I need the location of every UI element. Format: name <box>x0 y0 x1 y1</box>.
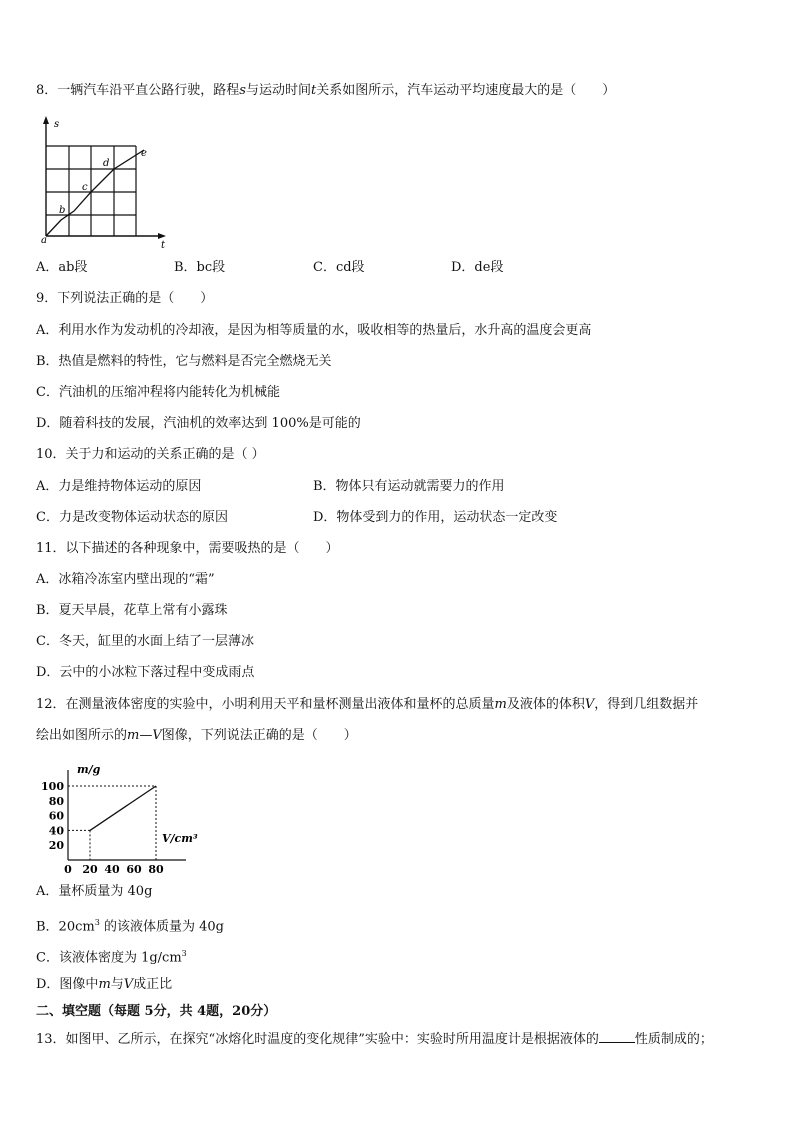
x-tick-label: 80 <box>148 863 164 876</box>
answer-blank[interactable] <box>599 1030 635 1043</box>
q9-option-b[interactable]: B．热值是燃料的特性，它与燃料是否完全燃烧无关 <box>36 354 332 369</box>
q11-option-c[interactable]: C．冬天，缸里的水面上结了一层薄冰 <box>36 634 254 649</box>
q8-st-graph <box>30 112 180 250</box>
x-tick-label: 60 <box>126 863 142 876</box>
q9-stem: 9．下列说法正确的是（ ） <box>36 291 214 306</box>
axis-s-label: s <box>54 119 60 130</box>
section-heading: 二、填空题（每题 5分，共 4题，20分） <box>36 1004 277 1019</box>
q12-option-b[interactable]: B．$20cm^3$ 的该液体质量为 40g <box>36 918 224 935</box>
q12-option-c[interactable]: C．该液体密度为 $1g/cm^3$ <box>36 949 187 966</box>
point-b-label: b <box>59 205 66 216</box>
point-d-label: d <box>103 158 110 169</box>
q8-option-b[interactable]: B．bc段 <box>174 260 226 275</box>
y-tick-label: 100 <box>41 780 64 793</box>
q8-stem: 8．一辆汽车沿平直公路行驶，路程s与运动时间t关系如图所示，汽车运动平均速度最大的是（ ） <box>36 83 616 98</box>
point-e-label: e <box>141 148 147 159</box>
q11-option-a[interactable]: A．冰箱冷冻室内壁出现的“霜” <box>36 572 215 587</box>
series-line <box>90 786 156 830</box>
t-axis-arrow <box>158 233 166 239</box>
q12-mv-chart <box>40 756 220 876</box>
q9-option-c[interactable]: C．汽油机的压缩冲程将内能转化为机械能 <box>36 385 280 400</box>
x-axis-label: V/cm³ <box>162 832 198 845</box>
st-line <box>46 150 144 236</box>
q12-option-d[interactable]: D．图像中m与V成正比 <box>36 977 173 992</box>
q8-option-c[interactable]: C．cd段 <box>313 260 365 275</box>
q12-stem-line2: 绘出如图所示的m—V图像，下列说法正确的是（ ） <box>36 728 357 743</box>
q12-option-a[interactable]: A．量杯质量为 40g <box>36 884 153 899</box>
q10-option-d[interactable]: D．物体受到力的作用，运动状态一定改变 <box>313 510 558 525</box>
point-a-label: a <box>41 235 47 246</box>
point-c-label: c <box>82 182 88 193</box>
q10-option-a[interactable]: A．力是维持物体运动的原因 <box>36 479 202 494</box>
q8-option-a[interactable]: A．ab段 <box>36 260 88 275</box>
q10-option-b[interactable]: B．物体只有运动就需要力的作用 <box>313 479 505 494</box>
y-tick-label: 80 <box>48 794 64 808</box>
q12-stem-line1: 12．在测量液体密度的实验中，小明利用天平和量杯测量出液体和量杯的总质量m及液体的体积V，得到几组数据并 <box>36 697 699 712</box>
y-axis-label: m/g <box>77 763 101 776</box>
x-tick-label: 40 <box>104 863 120 876</box>
q13-stem: 13．如图甲、乙所示，在探究“冰熔化时温度的变化规律”实验中：实验时所用温度计是根据液体的 性质制成的； <box>36 1032 713 1047</box>
q10-stem: 10．关于力和运动的关系正确的是（ ） <box>36 447 265 462</box>
q11-option-d[interactable]: D．云中的小冰粒下落过程中变成雨点 <box>36 665 255 680</box>
axis-t-label: t <box>161 240 166 250</box>
q9-option-a[interactable]: A．利用水作为发动机的冷却液，是因为相等质量的水，吸收相等的热量后，水升高的温度会更高 <box>36 323 592 338</box>
q10-option-c[interactable]: C．力是改变物体运动状态的原因 <box>36 510 228 525</box>
q8-option-d[interactable]: D．de段 <box>451 260 504 275</box>
x-tick-label: 20 <box>82 863 98 876</box>
q11-option-b[interactable]: B．夏天早晨，花草上常有小露珠 <box>36 603 228 618</box>
x-tick-label: 0 <box>64 863 72 876</box>
q11-stem: 11．以下描述的各种现象中，需要吸热的是（ ） <box>36 541 339 556</box>
s-axis-arrow <box>43 116 49 124</box>
y-tick-label: 20 <box>48 839 64 853</box>
q9-option-d[interactable]: D．随着科技的发展，汽油机的效率达到 100%是可能的 <box>36 416 361 431</box>
y-tick-label: 40 <box>48 824 64 838</box>
y-tick-label: 60 <box>48 809 64 823</box>
